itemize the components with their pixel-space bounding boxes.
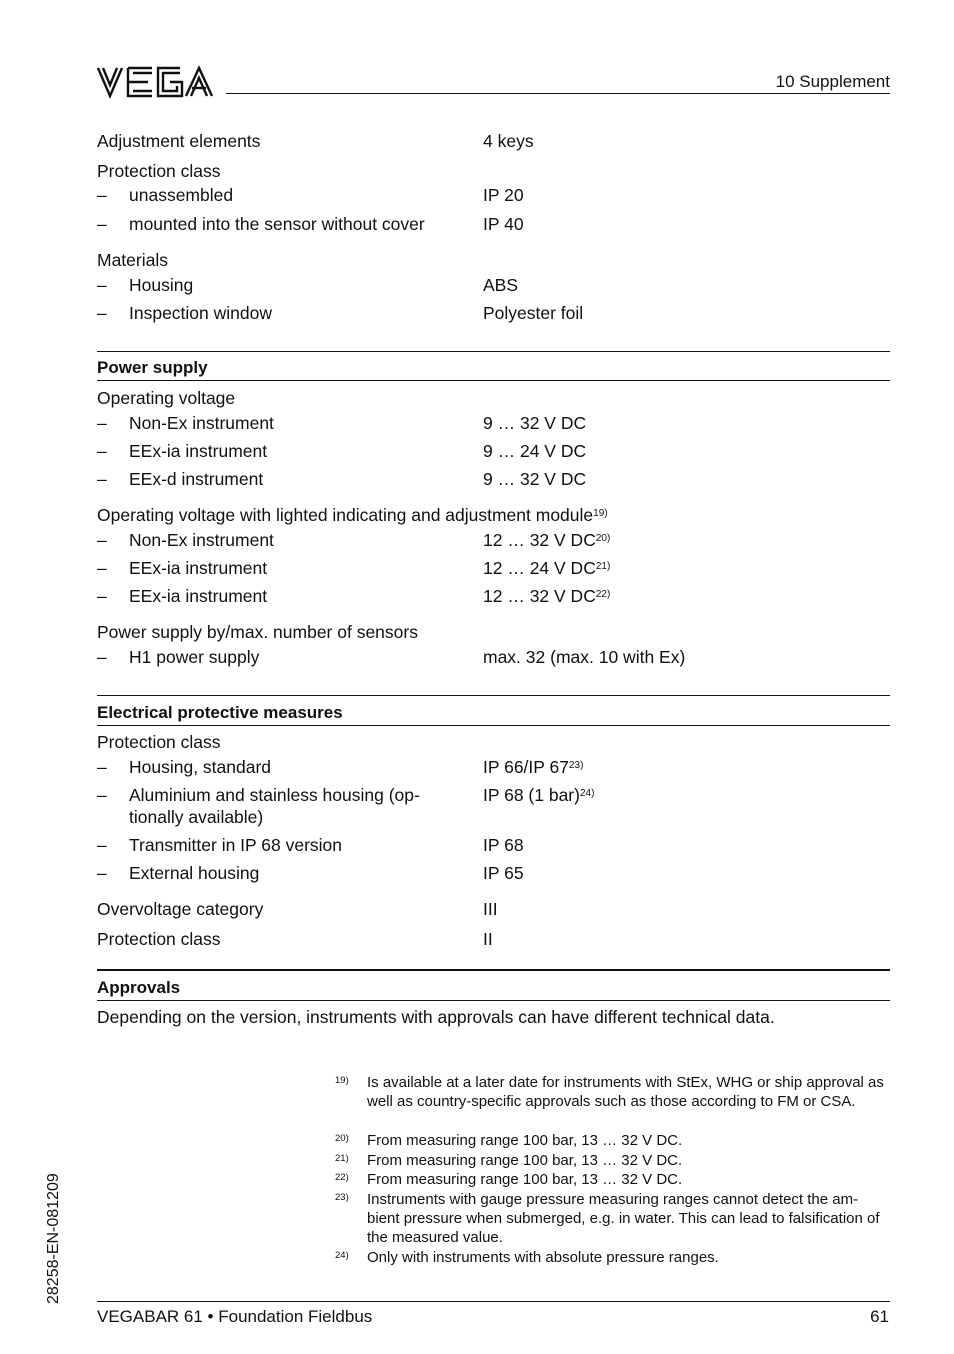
protection-class-title: Protection class (97, 161, 221, 181)
list-dash: – (97, 530, 107, 550)
list-dash: – (97, 785, 107, 805)
footnote-number: 24) (335, 1250, 349, 1261)
lm-eex-ia-value-text: 12 … 24 V DC (483, 558, 596, 578)
approvals-heading: Approvals (97, 978, 181, 997)
inspection-window-value: Polyester foil (483, 303, 584, 323)
housing-standard-label: Housing, standard (129, 757, 272, 777)
section-rule-bottom (97, 1000, 890, 1001)
footnote-number: 22) (335, 1172, 349, 1183)
adjustment-elements-label: Adjustment elements (97, 131, 261, 151)
list-dash: – (97, 214, 107, 234)
protection-class-label: Protection class (97, 929, 221, 949)
footer-rule (97, 1301, 890, 1302)
footnote-ref: 24) (579, 788, 595, 799)
lm-eex-ia-label: EEx-ia instrument (129, 558, 268, 578)
list-dash: – (97, 275, 107, 295)
eex-ia-value: 9 … 24 V DC (483, 441, 587, 461)
mounted-label: mounted into the sensor without cover (129, 214, 425, 234)
lm-non-ex-label: Non-Ex instrument (129, 530, 274, 550)
list-dash: – (97, 469, 107, 489)
lighted-module-title-text: Operating voltage with lighted indicating and adjustment module (97, 505, 594, 525)
lm-non-ex-value (483, 529, 610, 551)
footnote-ref: 22) (595, 589, 611, 600)
footnote-text: From measuring range 100 bar, 13 … 32 V DC. (367, 1132, 683, 1149)
footnote-ref: 19) (593, 508, 608, 519)
footnote-number: 19) (335, 1075, 349, 1086)
overvoltage-label: Overvoltage category (97, 899, 264, 919)
h1-power-value: max. 32 (max. 10 with Ex) (483, 647, 686, 667)
aluminium-housing-value-text: IP 68 (1 bar) (483, 785, 580, 805)
housing-label: Housing (129, 275, 194, 295)
list-dash: – (97, 185, 107, 205)
vega-logo (96, 64, 214, 100)
protection-class-value: II (483, 929, 493, 949)
footnote-text: Instruments with gauge pressure measuring ranges cannot detect the am-bient pressure when submerged, e.g. in water. This can lead to falsification of the measured value. (367, 1191, 880, 1246)
approvals-text: Depending on the version, instruments with approvals can have different technical data. (97, 1007, 775, 1027)
lighted-module-title (97, 504, 608, 526)
lm-eex-ia-2-value (483, 585, 610, 607)
housing-value: ABS (483, 275, 519, 295)
lm-eex-ia-value (483, 557, 610, 579)
housing-standard-value (483, 756, 583, 778)
footnote-ref: 20) (595, 533, 611, 544)
inspection-window-label: Inspection window (129, 303, 272, 323)
list-dash: – (97, 835, 107, 855)
footnote-text: Only with instruments with absolute pressure ranges. (367, 1249, 719, 1266)
section-rule-top (97, 351, 890, 352)
eex-d-value: 9 … 32 V DC (483, 469, 587, 489)
eex-d-label: EEx-d instrument (129, 469, 264, 489)
chapter-heading: 10 Supplement (775, 72, 890, 91)
footnote-text: From measuring range 100 bar, 13 … 32 V DC. (367, 1152, 683, 1169)
list-dash: – (97, 586, 107, 606)
lm-eex-ia-2-label: EEx-ia instrument (129, 586, 268, 606)
list-dash: – (97, 863, 107, 883)
section-rule-top (97, 969, 890, 971)
footnote-text: From measuring range 100 bar, 13 … 32 V DC. (367, 1171, 683, 1188)
non-ex-label: Non-Ex instrument (129, 413, 274, 433)
list-dash: – (97, 757, 107, 777)
footnote-text: Is available at a later date for instruments with StEx, WHG or ship approval as well as country-specific approvals such as those according to FM or CSA. (367, 1074, 884, 1110)
electrical-protection-class-title: Protection class (97, 732, 221, 752)
sensors-title: Power supply by/max. number of sensors (97, 622, 418, 642)
materials-title: Materials (97, 250, 168, 270)
non-ex-value: 9 … 32 V DC (483, 413, 587, 433)
operating-voltage-title: Operating voltage (97, 388, 236, 408)
list-dash: – (97, 558, 107, 578)
list-dash: – (97, 441, 107, 461)
document-code: 28258-EN-081209 (45, 1173, 62, 1304)
overvoltage-value: III (483, 899, 498, 919)
transmitter-ip68-value: IP 68 (483, 835, 524, 855)
mounted-value: IP 40 (483, 214, 524, 234)
list-dash: – (97, 303, 107, 323)
footnote-number: 20) (335, 1133, 349, 1144)
section-rule-top (97, 695, 890, 696)
footnote-number: 21) (335, 1153, 349, 1164)
aluminium-housing-label-line1: Aluminium and stainless housing (op- (129, 785, 420, 805)
unassembled-value: IP 20 (483, 185, 524, 205)
aluminium-housing-value (483, 784, 594, 806)
transmitter-ip68-label: Transmitter in IP 68 version (129, 835, 342, 855)
adjustment-elements-value: 4 keys (483, 131, 534, 151)
aluminium-housing-label-line2: tionally available) (129, 807, 264, 827)
section-rule-bottom (97, 725, 890, 726)
external-housing-value: IP 65 (483, 863, 524, 883)
section-rule-bottom (97, 380, 890, 381)
electrical-heading: Electrical protective measures (97, 703, 343, 722)
footer-product: VEGABAR 61 • Foundation Fieldbus (97, 1307, 373, 1326)
unassembled-label: unassembled (129, 185, 234, 205)
page-number: 61 (870, 1307, 889, 1326)
h1-power-label: H1 power supply (129, 647, 260, 667)
footnote-ref: 23) (568, 760, 584, 771)
housing-standard-value-text: IP 66/IP 67 (483, 757, 569, 777)
external-housing-label: External housing (129, 863, 260, 883)
header-rule (226, 93, 890, 94)
lm-eex-ia-2-value-text: 12 … 32 V DC (483, 586, 596, 606)
list-dash: – (97, 413, 107, 433)
footnote-number: 23) (335, 1192, 349, 1203)
power-supply-heading: Power supply (97, 358, 208, 377)
footnote-ref: 21) (595, 561, 611, 572)
list-dash: – (97, 647, 107, 667)
lm-non-ex-value-text: 12 … 32 V DC (483, 530, 596, 550)
eex-ia-label: EEx-ia instrument (129, 441, 268, 461)
